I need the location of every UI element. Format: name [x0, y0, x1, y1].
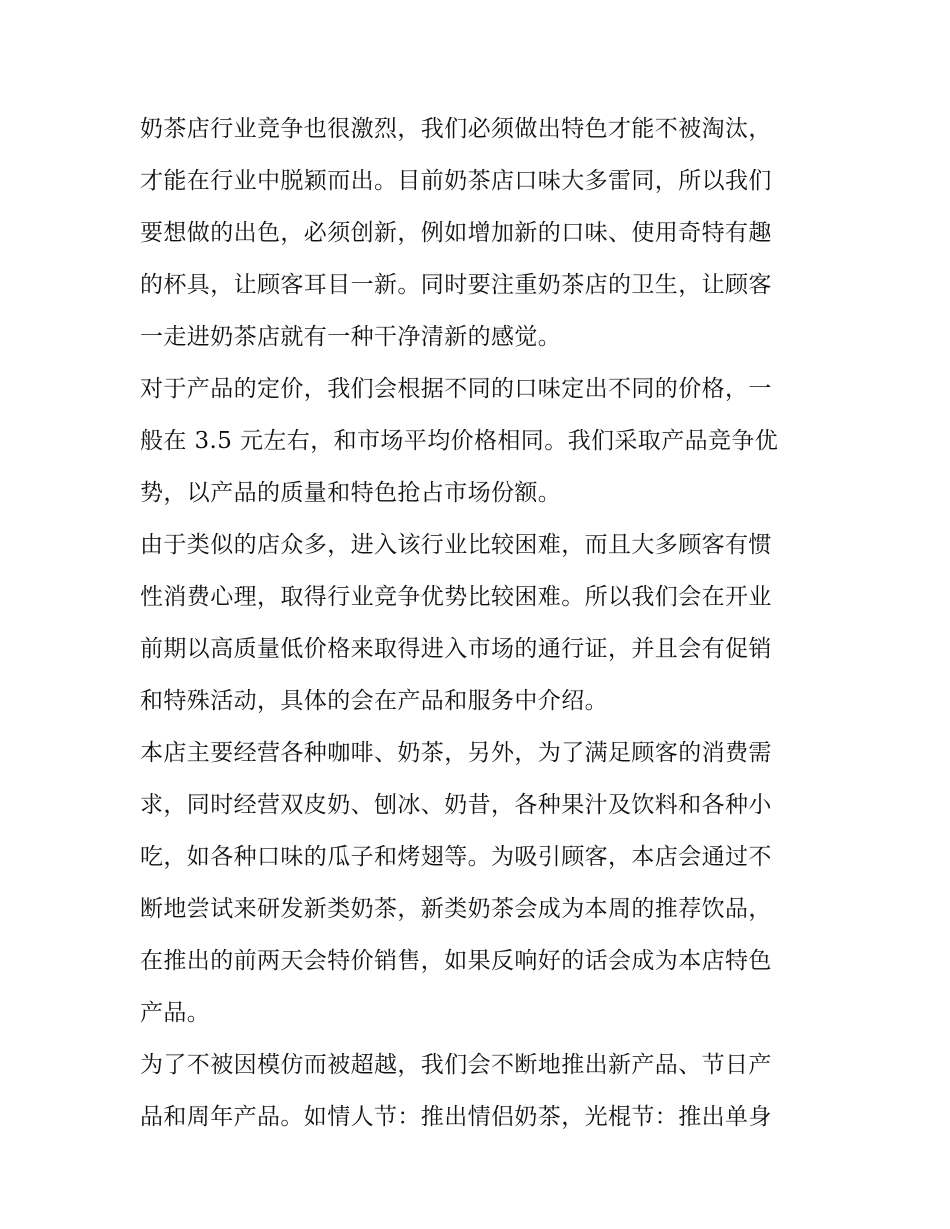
text-line: 断地尝试来研发新类奶茶，新类奶茶会成为本周的推荐饮品，: [140, 896, 772, 922]
text-line: 求，同时经营双皮奶、刨冰、奶昔，各种果汁及饮料和各种小: [140, 792, 772, 818]
text-line: 前期以高质量低价格来取得进入市场的通行证，并且会有促销: [140, 636, 772, 662]
text-line: 为了不被因模仿而被超越，我们会不断地推出新产品、节日产: [140, 1052, 772, 1078]
text-line: 要想做的出色，必须创新，例如增加新的口味、使用奇特有趣: [140, 220, 772, 246]
text-line: 性消费心理，取得行业竞争优势比较困难。所以我们会在开业: [140, 584, 772, 610]
paragraph-market-entry: [140, 519, 812, 727]
text-line: 和特殊活动，具体的会在产品和服务中介绍。: [140, 688, 608, 714]
paragraph-products: [140, 727, 812, 1039]
text-line: 由于类似的店众多，进入该行业比较困难，而且大多顾客有惯: [140, 532, 772, 558]
text-line: 的杯具，让顾客耳目一新。同时要注重奶茶店的卫生，让顾客: [140, 272, 772, 298]
text-line: 般在 3.5 元左右，和市场平均价格相同。我们采取产品竞争优: [140, 428, 779, 454]
paragraph-new-products: [140, 1039, 812, 1143]
text-line: 本店主要经营各种咖啡、奶茶，另外，为了满足顾客的消费需: [140, 740, 772, 766]
text-line: 一走进奶茶店就有一种干净清新的感觉。: [140, 324, 562, 350]
paragraph-pricing: [140, 363, 812, 519]
text-line: 势，以产品的质量和特色抢占市场份额。: [140, 480, 562, 506]
text-line: 品和周年产品。如情人节：推出情侣奶茶，光棍节：推出单身: [140, 1104, 772, 1130]
text-line: 对于产品的定价，我们会根据不同的口味定出不同的价格，一: [140, 376, 772, 402]
text-line: 吃，如各种口味的瓜子和烤翅等。为吸引顾客，本店会通过不: [140, 844, 772, 870]
text-line: 才能在行业中脱颖而出。目前奶茶店口味大多雷同，所以我们: [140, 168, 772, 194]
text-line: 奶茶店行业竞争也很激烈，我们必须做出特色才能不被淘汰，: [140, 116, 772, 142]
document-body: [140, 103, 812, 1143]
text-line: 在推出的前两天会特价销售，如果反响好的话会成为本店特色: [140, 948, 772, 974]
text-line: 产品。: [140, 1000, 211, 1026]
paragraph-competition: [140, 103, 812, 363]
